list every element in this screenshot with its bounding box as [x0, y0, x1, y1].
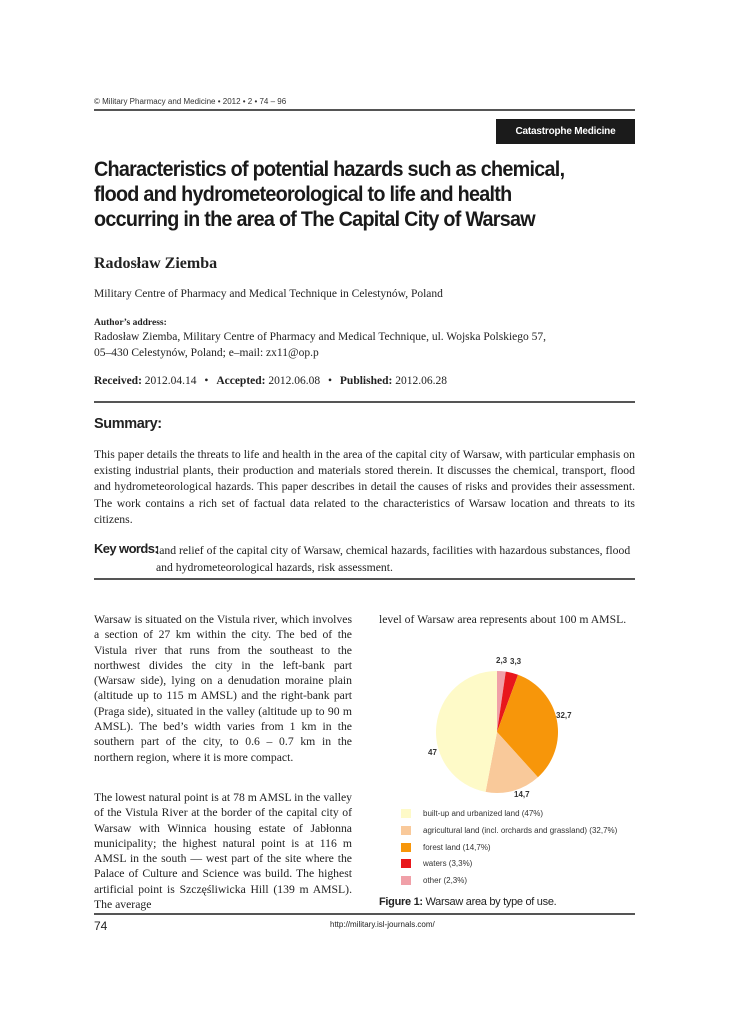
summary-text: This paper details the threats to life and health in the area of the capital city of Warsaw, with particular emphasis on existing industrial plants, their production and materials stored therein. It discusses the chemical, transport, flood and hydrometeorological hazards. This paper describes in detail the causes of risks and provides their assessment. The work contains a rich set of factual data related to the characteristics of Warsaw location and threats to its citizens.	[94, 448, 635, 526]
figure-caption-text: Warsaw area by type of use.	[422, 896, 557, 908]
legend-label: agricultural land (incl. orchards and grassland) (32,7%)	[423, 826, 618, 835]
body-paragraph-3: level of Warsaw area represents about 100 m AMSL.	[379, 613, 627, 626]
address-line-2: 05–430 Celestynów, Poland; e–mail: zx11@op.p	[94, 347, 319, 359]
figure-caption-label: Figure 1:	[379, 896, 423, 908]
pie-slice	[436, 671, 497, 792]
published-label: Published:	[339, 375, 393, 387]
section-rule	[94, 401, 635, 403]
bullet: •	[204, 375, 209, 387]
legend-swatch	[401, 826, 411, 835]
accepted-date: 2012.06.08	[268, 375, 321, 387]
legend-swatch	[401, 859, 411, 868]
bullet: •	[328, 375, 333, 387]
legend-swatch	[401, 876, 411, 885]
author-name: Radosław Ziemba	[94, 255, 218, 272]
keywords-text: land relief of the capital city of Warsaw, chemical hazards, facilities with hazardous substances, flood and hydrometeorological hazards, risk assessment.	[156, 544, 631, 574]
pie-chart	[420, 648, 600, 808]
address-line-1: Radosław Ziemba, Military Centre of Pharmacy and Medical Technique, ul. Wojska Polskiego 57,	[94, 331, 546, 343]
body-paragraph-1: Warsaw is situated on the Vistula river, which involves a section of 27 km within the city. The bed of the Vistula river that runs from the southeast to the northwest divides the city in the left-bank part (Warsaw side), lying on a denudation moraine plain (altitude up to 115 m AMSL) and the right-bank part (Praga side), situated in the valley (altitude up to 90 m AMSL). The bed’s width varies from 1 km in the southern part of the city, to 0.6 – 0.7 km in the northern region, where it is more compact.	[94, 613, 352, 764]
pie-slices	[436, 671, 558, 793]
journal-url: http://military.isl-journals.com/	[330, 920, 435, 929]
keywords-label: Key words:	[94, 541, 159, 556]
section-rule	[94, 578, 635, 580]
legend-label: forest land (14,7%)	[423, 843, 491, 852]
pie-slice-label: 2,3	[496, 656, 508, 665]
legend-item-waters	[401, 859, 472, 868]
published-date: 2012.06.28	[395, 375, 447, 387]
legend-label: other (2,3%)	[423, 876, 468, 885]
legend-swatch	[401, 809, 411, 818]
summary-heading: Summary:	[94, 416, 162, 432]
received-date: 2012.04.14	[144, 375, 197, 387]
header-rule	[94, 109, 635, 111]
legend-swatch	[401, 843, 411, 852]
legend-item-other	[401, 876, 467, 885]
category-tag: Catastrophe Medicine	[496, 119, 635, 144]
body-paragraph-2: The lowest natural point is at 78 m AMSL in the valley of the Vistula River at the border of the capital city of Warsaw with Winnica housing estate of Jabłonna municipality; the highest natural point is at 116 m AMSL in the south — west part of the site where the Palace of Culture and Science was build. The highest artificial point is Szczęśliwicka Hill (139 m AMSL). The average	[94, 791, 352, 912]
footer-rule	[94, 913, 635, 915]
pie-slice-label: 14,7	[514, 790, 530, 799]
address-label: Author’s address:	[94, 318, 167, 328]
pie-slice-label: 47	[428, 748, 437, 757]
legend-label: built-up and urbanized land (47%)	[423, 809, 544, 818]
accepted-label: Accepted:	[216, 375, 266, 387]
received-label: Received:	[94, 375, 142, 387]
figure-caption	[379, 896, 556, 908]
author-affiliation: Military Centre of Pharmacy and Medical Technique in Celestynów, Poland	[94, 288, 443, 300]
legend-item-forest	[401, 843, 491, 852]
legend-label: waters (3,3%)	[423, 859, 473, 868]
legend-item-built-up	[401, 809, 543, 818]
pie-slice-label: 32,7	[556, 711, 572, 720]
pie-slice-label: 3,3	[510, 657, 522, 666]
legend-item-agricultural	[401, 826, 617, 835]
running-head: © Military Pharmacy and Medicine • 2012 • 2 • 74 – 96	[94, 97, 287, 106]
publication-dates	[94, 375, 447, 387]
article-title: Characteristics of potential hazards such as chemical, flood and hydrometeorological to life and health occurring in the area of The Capital City of Warsaw	[94, 157, 565, 231]
page-number: 74	[94, 919, 108, 933]
